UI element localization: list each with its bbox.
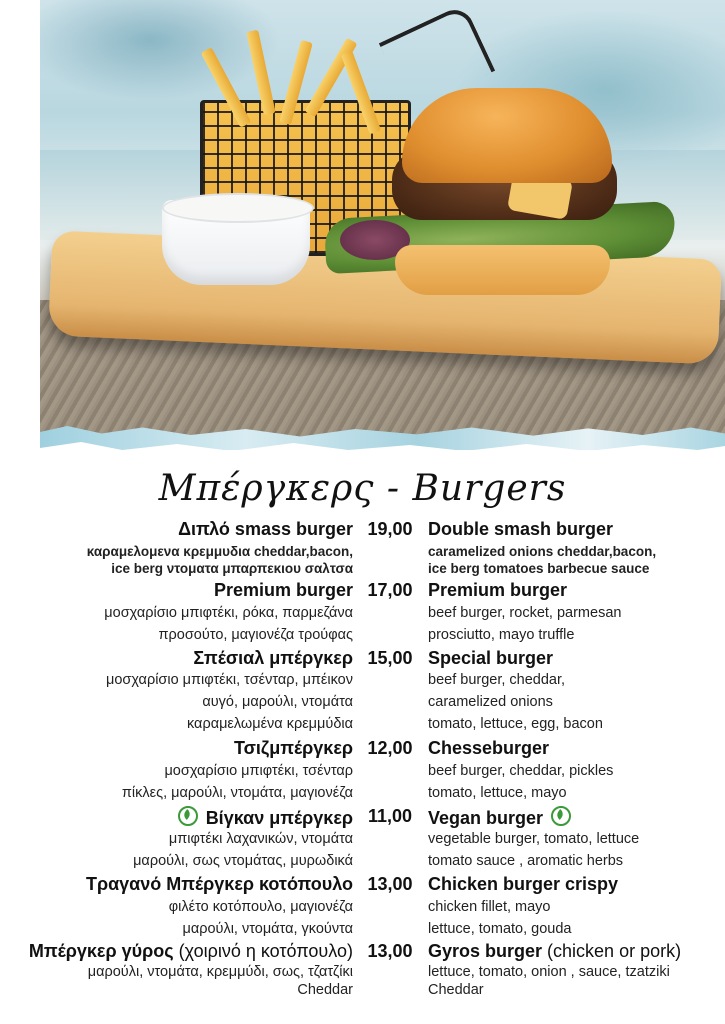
item-desc-english: caramelized onions cheddar,bacon, ice berg tomatoes barbecue sauce	[428, 544, 657, 576]
item-desc-greek: φιλέτο κοτόπουλο, μαγιονέζα μαρούλι, ντομάτα, γκούντα	[168, 899, 353, 937]
item-name-greek: Premium burger	[213, 580, 353, 600]
item-price: 13,00	[367, 874, 413, 894]
leaf-icon	[178, 806, 198, 826]
item-name-english: Chesseburger	[428, 738, 550, 758]
menu-title: Μπέργκερς - Burgers	[158, 468, 567, 509]
item-name-greek: Διπλό smass burger	[178, 519, 353, 539]
leaf-icon	[551, 806, 571, 826]
item-price: 19,00	[367, 519, 413, 539]
hero-photo	[40, 0, 725, 450]
item-desc-greek: μαρούλι, ντομάτα, κρεμμύδι, σως, τζατζίκι Cheddar	[87, 964, 353, 998]
item-name-english: Special burger	[428, 648, 554, 668]
item-name-english: Gyros burger (chicken or pork)	[428, 941, 682, 961]
item-desc-greek: καραμελομενα κρεμμυδια cheddar,bacon, ice berg ντοματα μπαρπεκιου σαλτσα	[86, 544, 353, 576]
item-desc-greek: μοσχαρίσιο μπιφτέκι, ρόκα, παρμεζάνα προσούτο, μαγιονέζα τρούφας	[104, 605, 353, 643]
item-name-english: Chicken burger crispy	[428, 874, 619, 894]
item-name-english: Double smash burger	[428, 519, 614, 539]
item-name-greek: Βίγκαν μπέργκερ	[178, 806, 353, 829]
item-price: 11,00	[367, 806, 413, 826]
item-name-greek: Τσιζμπέργκερ	[233, 738, 353, 758]
item-desc-english: chicken fillet, mayo lettuce, tomato, gouda	[428, 899, 572, 937]
item-price: 13,00	[367, 941, 413, 961]
burger	[402, 88, 612, 183]
item-name-english: Premium burger	[428, 580, 568, 600]
item-desc-english: beef burger, cheddar, caramelized onions tomato, lettuce, egg, bacon	[428, 672, 603, 732]
item-name-english: Vegan burger	[428, 806, 571, 829]
item-desc-english: vegetable burger, tomato, lettuce tomato sauce , aromatic herbs	[428, 831, 640, 869]
item-name-greek: Τραγανό Μπέργκερ κοτόπουλο	[85, 874, 353, 894]
item-price: 12,00	[367, 738, 413, 758]
item-price: 17,00	[367, 580, 413, 600]
item-desc-english: beef burger, cheddar, pickles tomato, lettuce, mayo	[428, 763, 614, 801]
item-name-greek: Σπέσιαλ μπέργκερ	[193, 648, 353, 668]
item-desc-english: lettuce, tomato, onion , sauce, tzatziki Cheddar	[428, 964, 670, 998]
item-price: 15,00	[367, 648, 413, 668]
item-desc-greek: μπιφτέκι λαχανικών, ντομάτα μαρούλι, σως ντομάτας, μυρωδικά	[133, 831, 353, 869]
item-desc-greek: μοσχαρίσιο μπιφτέκι, τσένταρ πίκλες, μαρούλι, ντομάτα, μαγιονέζα	[121, 763, 353, 801]
item-name-greek: Μπέργκερ γύρος (χοιρινό η κοτόπουλο)	[28, 941, 353, 961]
item-desc-english: beef burger, rocket, parmesan prosciutto, mayo truffle	[428, 605, 622, 643]
item-desc-greek: μοσχαρίσιο μπιφτέκι, τσένταρ, μπέικον αυγό, μαρούλι, ντομάτα καραμελωμένα κρεμμύδια	[105, 672, 353, 732]
